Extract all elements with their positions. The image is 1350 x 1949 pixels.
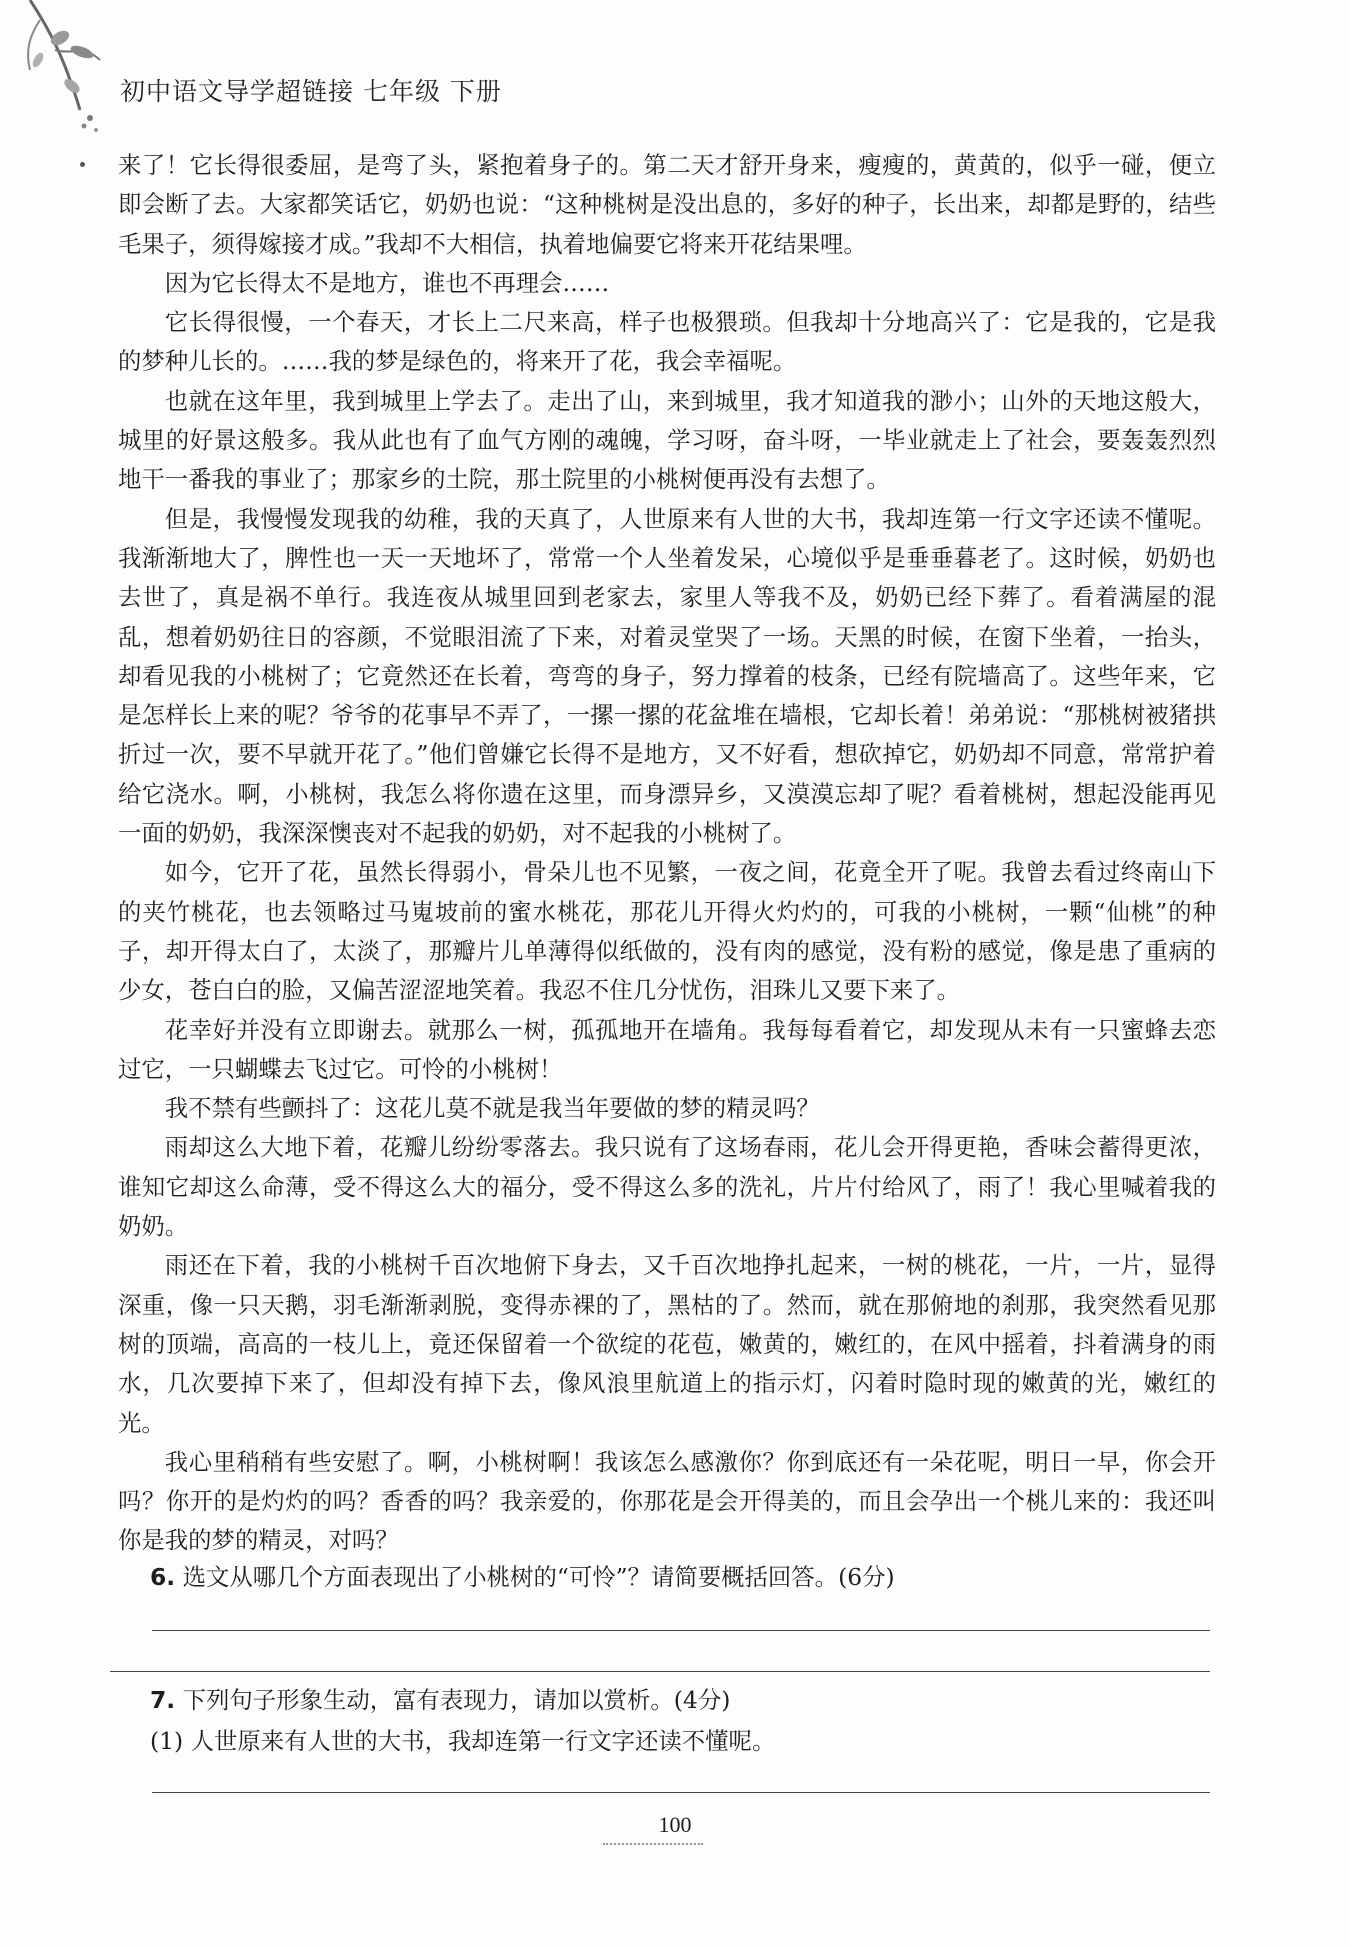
question-7 [150,1681,1210,1720]
answer-line[interactable] [152,1792,1210,1793]
answer-line[interactable] [152,1630,1210,1631]
paragraph: 但是，我慢慢发现我的幼稚，我的天真了，人世原来有人世的大书，我却连第一行文字还读不懂呢。我渐渐地大了，脾性也一天一天地坏了，常常一个人坐着发呆，心境似乎是垂垂暮老了。这时候，奶奶也去世了，真是祸不单行。我连夜从城里回到老家去，家里人等我不及，奶奶已经下葬了。看着满屋的混乱，想着奶奶往日的容颜，不觉眼泪流了下来，对着灵堂哭了一场。天黑的时候，在窗下坐着，一抬头，却看见我的小桃树了；它竟然还在长着，弯弯的身子，努力撑着的枝条，已经有院墙高了。这些年来，它是怎样长上来的呢？爷爷的花事早不弄了，一摞一摞的花盆堆在墙根，它却长着！弟弟说：“那桃树被猪拱折过一次，要不早就开花了。”他们曾嫌它长得不是地方，又不好看，想砍掉它，奶奶却不同意，常常护着给它浇水。啊，小桃树，我怎么将你遗在这里，而身漂异乡，又漠漠忘却了呢？看着桃树，想起没能再见一面的奶奶，我深深懊丧对不起我的奶奶，对不起我的小桃树了。 [118,504,1216,848]
margin-dot [80,162,85,167]
question-text: 下列句子形象生动，富有表现力，请加以赏析。(4分) [182,1686,731,1714]
book-header-title: 初中语文导学超链接 七年级 下册 [120,77,502,106]
paragraph: 也就在这年里，我到城里上学去了。走出了山，来到城里，我才知道我的渺小；山外的天地这般大，城里的好景这般多。我从此也有了血气方刚的魂魄，学习呀，奋斗呀，一毕业就走上了社会，要轰轰烈烈地干一番我的事业了；那家乡的土院，那土院里的小桃树便再没有去想了。 [118,386,1216,494]
paragraph: 如今，它开了花，虽然长得弱小，骨朵儿也不见繁，一夜之间，花竟全开了呢。我曾去看过终南山下的夹竹桃花，也去领略过马嵬坡前的蜜水桃花，那花儿开得火灼灼的，可我的小桃树，一颗“仙桃”的种子，却开得太白了，太淡了，那瓣片儿单薄得似纸做的，没有肉的感觉，没有粉的感觉，像是患了重病的少女，苍白白的脸，又偏苦涩涩地笑着。我忍不住几分忧伤，泪珠儿又要下来了。 [118,858,1216,1005]
paragraph: 花幸好并没有立即谢去。就那么一树，孤孤地开在墙角。我每每看着它，却发现从未有一只蜜蜂去恋过它，一只蝴蝶去飞过它。可怜的小桃树！ [118,1015,1216,1083]
question-7-1 [150,1722,1210,1761]
page-number: 100 [658,1812,692,1837]
paragraph: 来了！它长得很委屈，是弯了头，紧抱着身子的。第二天才舒开身来，瘦瘦的，黄黄的，似乎一碰，便立即会断了去。大家都笑话它，奶奶也说：“这种桃树是没出息的，多好的种子，长出来，却都是野的，结些毛果子，须得嫁接才成。”我却不大相信，执着地偏要它将来开花结果哩。 [118,151,1216,258]
question-number: 6. [150,1563,176,1591]
branch-decoration-icon [10,0,120,150]
paragraph: 雨却这么大地下着，花瓣儿纷纷零落去。我只说有了这场春雨，花儿会开得更艳，香味会蓄得更浓，谁知它却这么命薄，受不得这么大的福分，受不得这么多的洗礼，片片付给风了，雨了！我心里喊着我的奶奶。 [118,1133,1216,1241]
answer-line[interactable] [110,1671,1210,1672]
paragraph: 因为它长得太不是地方，谁也不再理会…… [164,268,610,297]
question-6 [150,1558,1210,1597]
paragraph: 雨还在下着，我的小桃树千百次地俯下身去，又千百次地挣扎起来，一树的桃花，一片，一片，显得深重，像一只天鹅，羽毛渐渐剥脱，变得赤裸的了，黑枯的了。然而，就在那俯地的刹那，我突然看见那树的顶端，高高的一枝儿上，竟还保留着一个欲绽的花苞，嫩黄的，嫩红的，在风中摇着，抖着满身的雨水，几次要掉下来了，但却没有掉下去，像风浪里航道上的指示灯，闪着时隐时现的嫩黄的光，嫩红的光。 [118,1251,1216,1437]
paragraph: 我心里稍稍有些安慰了。啊，小桃树啊！我该怎么感激你？你到底还有一朵花呢，明日一早，你会开吗？你开的是灼灼的吗？香香的吗？我亲爱的，你那花是会开得美的，而且会孕出一个桃儿来的：我还叫你是我的梦的精灵，对吗？ [118,1447,1216,1555]
question-text: 选文从哪几个方面表现出了小桃树的“可怜”？请简要概括回答。(6分) [182,1563,895,1591]
question-number: 7. [150,1686,176,1714]
paragraph: 它长得很慢，一个春天，才长上二尺来高，样子也极猥琐。但我却十分地高兴了：它是我的，它是我的梦种儿长的。……我的梦是绿色的，将来开了花，我会幸福呢。 [118,308,1216,376]
sub-question-text: (1) 人世原来有人世的大书，我却连第一行文字还读不懂呢。 [150,1727,776,1755]
paragraph: 我不禁有些颤抖了：这花儿莫不就是我当年要做的梦的精灵吗？ [164,1094,820,1123]
passage-body [118,146,1216,1561]
page-number-underline [603,1843,703,1845]
